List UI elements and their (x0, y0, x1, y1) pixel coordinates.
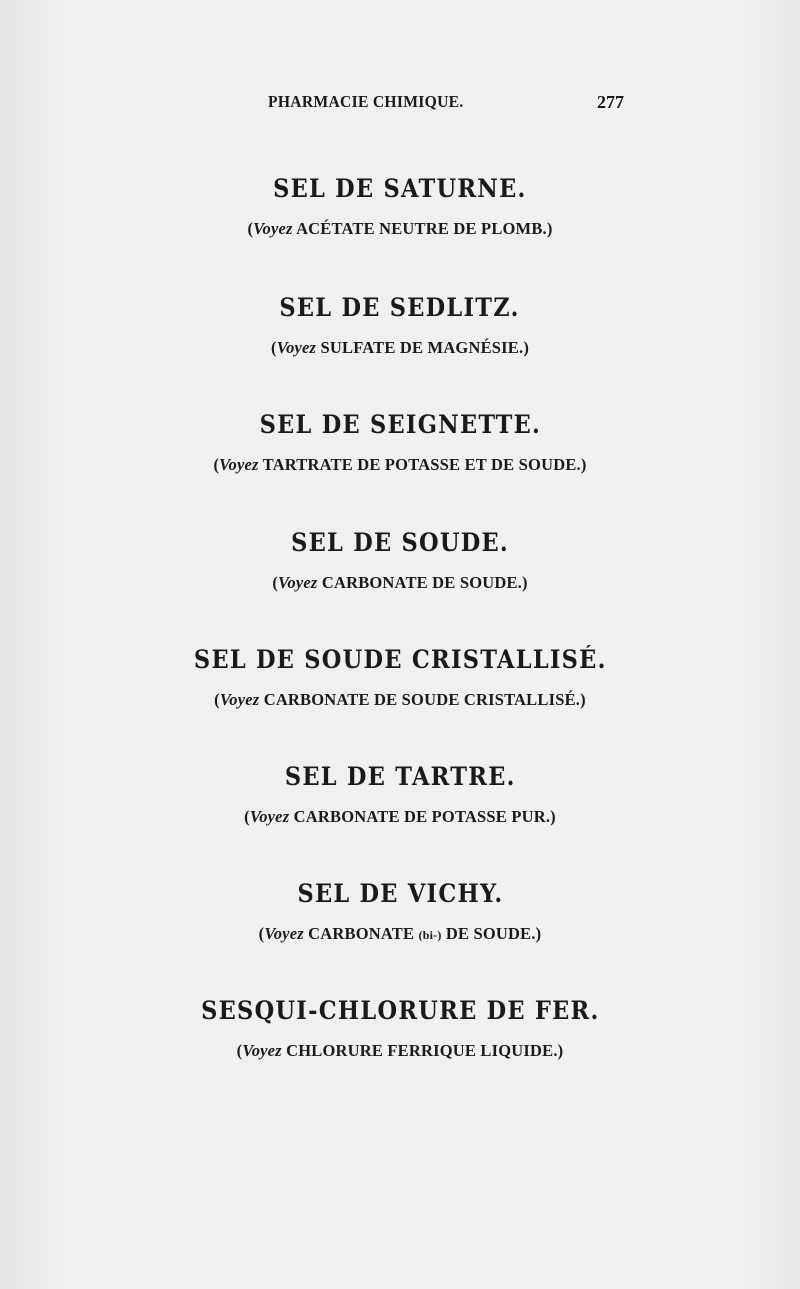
entry-reference (0, 338, 800, 358)
ref-open-paren: ( (214, 690, 220, 709)
entry-reference (0, 455, 800, 475)
ref-open-paren: ( (236, 1041, 243, 1060)
ref-open-paren: ( (258, 924, 265, 943)
entry-sel-de-vichy (0, 879, 800, 945)
ref-text: CARBONATE DE POTASSE PUR.) (293, 807, 556, 826)
voyez-label: Voyez (219, 690, 260, 709)
ref-text: CARBONATE (308, 924, 415, 943)
ref-text-end: DE SOUDE.) (445, 924, 542, 943)
ref-small-caps: (bi-) (418, 928, 442, 942)
running-title: PHARMACIE CHIMIQUE. (268, 92, 464, 111)
entry-sel-de-seignette (0, 410, 800, 475)
entry-title: SEL DE SOUDE CRISTALLISÉ. (193, 645, 607, 674)
ref-open-paren: ( (272, 573, 279, 592)
running-head (0, 92, 800, 118)
entry-title: SEL DE SOUDE. (291, 528, 509, 557)
entry-reference (0, 807, 800, 827)
entry-sel-de-saturne (0, 174, 800, 239)
entry-sel-de-tartre (0, 762, 800, 827)
voyez-label: Voyez (249, 807, 290, 826)
entry-sel-de-sedlitz (0, 293, 800, 358)
entry-title: SEL DE VICHY. (296, 879, 504, 908)
entry-reference (0, 924, 800, 945)
entry-reference (0, 573, 800, 593)
ref-text: CARBONATE DE SOUDE CRISTALLISÉ.) (263, 690, 586, 709)
ref-open-paren: ( (270, 338, 277, 357)
ref-open-paren: ( (247, 219, 254, 238)
ref-text: SULFATE DE MAGNÉSIE.) (320, 338, 530, 357)
voyez-label: Voyez (264, 924, 304, 943)
voyez-label: Voyez (242, 1041, 282, 1060)
entry-title: SEL DE TARTRE. (284, 762, 516, 791)
ref-open-paren: ( (244, 807, 250, 826)
entry-title: SEL DE SATURNE. (273, 174, 527, 203)
entry-sel-de-soude (0, 528, 800, 593)
voyez-label: Voyez (278, 573, 318, 592)
voyez-label: Voyez (276, 338, 317, 357)
entry-reference (0, 219, 800, 239)
entry-title: SEL DE SEIGNETTE. (259, 410, 541, 439)
ref-text: ACÉTATE NEUTRE DE PLOMB.) (296, 219, 553, 238)
entry-reference (0, 690, 800, 710)
entry-reference (0, 1041, 800, 1061)
voyez-label: Voyez (253, 219, 293, 238)
ref-text: CHLORURE FERRIQUE LIQUIDE.) (286, 1041, 564, 1060)
ref-open-paren: ( (213, 455, 220, 474)
ref-text: TARTRATE DE POTASSE ET DE SOUDE.) (262, 455, 587, 474)
ref-text: CARBONATE DE SOUDE.) (321, 573, 528, 592)
entry-sel-de-soude-cristallise (0, 645, 800, 710)
entry-title: SESQUI-CHLORURE DE FER. (200, 996, 600, 1025)
entry-sesqui-chlorure-de-fer (0, 996, 800, 1061)
page-number: 277 (597, 92, 624, 112)
voyez-label: Voyez (219, 455, 259, 474)
entry-title: SEL DE SEDLITZ. (279, 293, 521, 322)
